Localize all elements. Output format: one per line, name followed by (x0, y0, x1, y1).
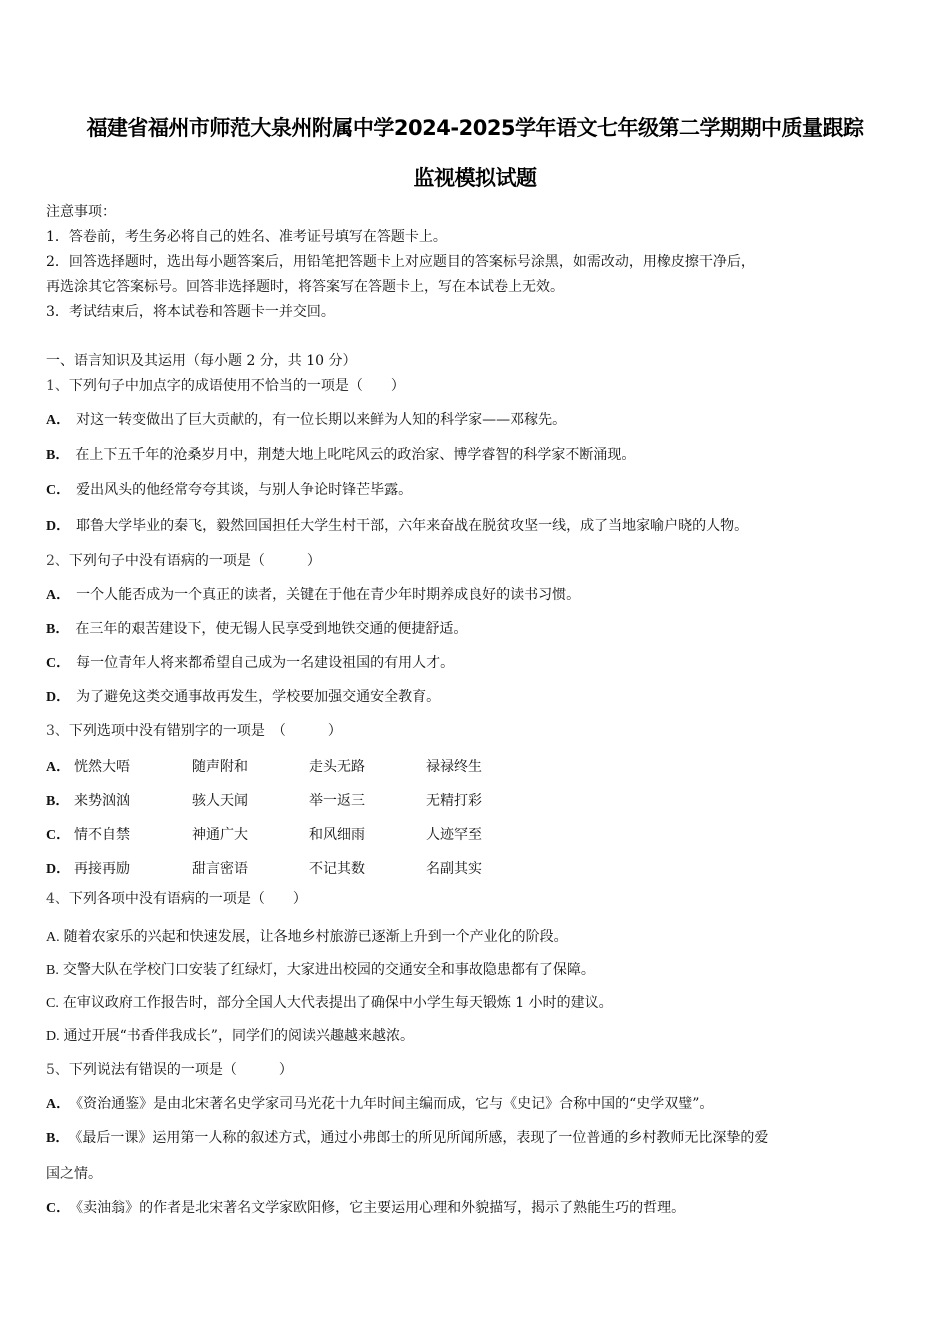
idiom: 随声附和 (192, 759, 248, 775)
question-stem (46, 890, 307, 908)
option-text: 《卖油翁》的作者是北宋著名文学家欧阳修，它主要运用心理和外貌描写，揭示了熟能生巧的哲理。 (76, 1200, 686, 1216)
option-label: A. (46, 930, 60, 945)
idiom: 情不自禁 (74, 827, 130, 843)
document-title-line-2: 监视模拟试题 (413, 166, 537, 190)
option-label: B． (46, 448, 70, 463)
question-stem (46, 1061, 293, 1079)
option-label: D. (46, 1029, 60, 1044)
option-label: B． (46, 1131, 70, 1146)
option-label: B． (46, 794, 70, 809)
question-stem (46, 377, 405, 395)
option-text: 在上下五千年的沧桑岁月中，荆楚大地上叱咤风云的政治家、博学睿智的科学家不断涌现。 (75, 447, 636, 463)
idiom: 甜言密语 (192, 861, 248, 877)
option-d[interactable] (46, 517, 748, 536)
option-label: C． (46, 1201, 71, 1216)
option-label: B. (46, 963, 59, 978)
option-c[interactable] (46, 1199, 685, 1218)
option-label: D． (46, 862, 71, 877)
option-b[interactable] (46, 961, 595, 980)
idiom: 骇人天闻 (192, 793, 248, 809)
section-heading: 一、语言知识及其运用（每小题 2 分，共 10 分） (46, 353, 357, 369)
question-text: 下列句子中没有语病的一项是（ ） (68, 553, 321, 569)
option-label: A． (46, 413, 71, 428)
question-number: 5、 (46, 1062, 69, 1078)
idiom: 人迹罕至 (426, 827, 482, 843)
option-label: A． (46, 588, 71, 603)
option-text: 对这一转变做出了巨大贡献的，有一位长期以来鲜为人知的科学家——邓稼先。 (76, 412, 567, 428)
question-number: 3、 (46, 723, 69, 739)
option-text: 每一位青年人将来都希望自己成为一名建设祖国的有用人才。 (76, 655, 455, 671)
option-c[interactable] (46, 481, 412, 500)
idiom: 再接再励 (74, 861, 130, 877)
option-text: 在审议政府工作报告时，部分全国人大代表提出了确保中小学生每天锻炼 1 小时的建议。 (62, 995, 613, 1011)
option-text: 随着农家乐的兴起和快速发展，让各地乡村旅游已逐渐上升到一个产业化的阶段。 (63, 929, 568, 945)
option-a[interactable] (46, 411, 566, 430)
idiom: 无精打彩 (426, 793, 482, 809)
option-a[interactable] (46, 928, 568, 947)
document-title-line-1: 福建省福州市师范大泉州附属中学2024-2025学年语文七年级第二学期期中质量跟踪 (86, 116, 864, 140)
option-b[interactable] (46, 446, 635, 465)
option-d[interactable] (46, 688, 440, 707)
idiom: 来势汹汹 (74, 793, 130, 809)
option-label: D． (46, 690, 71, 705)
option-text: 《资治通鉴》是由北宋著名史学家司马光花十九年时间主编而成，它与《史记》合称中国的“史学双璧”。 (76, 1096, 714, 1112)
option-c[interactable] (46, 994, 613, 1013)
option-b[interactable] (46, 1129, 768, 1148)
option-label: D． (46, 519, 71, 534)
question-number: 1、 (46, 378, 69, 394)
option-text: 通过开展“书香伴我成长”，同学们的阅读兴趣越来越浓。 (63, 1028, 414, 1044)
question-text: 下列句子中加点字的成语使用不恰当的一项是（ ） (68, 378, 405, 394)
option-text: 爱出风头的他经常夸夸其谈，与别人争论时锋芒毕露。 (76, 482, 413, 498)
notice-item-2: 2．回答选择题时，选出每小题答案后，用铅笔把答题卡上对应题目的答案标号涂黑，如需改动，用橡皮擦干净后， (46, 254, 755, 270)
option-label: C． (46, 656, 71, 671)
notice-item-3: 3．考试结束后，将本试卷和答题卡一并交回。 (46, 304, 335, 320)
option-a[interactable] (46, 586, 580, 605)
idiom: 神通广大 (192, 827, 248, 843)
option-label: C. (46, 996, 59, 1011)
notice-item-2-cont: 再选涂其它答案标号。回答非选择题时，将答案写在答题卡上，写在本试卷上无效。 (46, 279, 564, 295)
option-text: 交警大队在学校门口安装了红绿灯，大家进出校园的交通安全和事故隐患都有了保障。 (62, 962, 595, 978)
option-label: A． (46, 760, 71, 775)
option-text: 耶鲁大学毕业的秦飞，毅然回国担任大学生村干部，六年来奋战在脱贫攻坚一线，成了当地家喻户晓的人物。 (76, 518, 749, 534)
option-label: C． (46, 828, 71, 843)
option-text: 为了避免这类交通事故再发生，学校要加强交通安全教育。 (76, 689, 441, 705)
option-d[interactable] (46, 1027, 414, 1046)
idiom: 名副其实 (426, 861, 482, 877)
idiom: 走头无路 (309, 759, 365, 775)
option-b[interactable] (46, 620, 467, 639)
option-label: C． (46, 483, 71, 498)
option-c[interactable] (46, 654, 454, 673)
option-label: A． (46, 1097, 71, 1112)
question-number: 2、 (46, 553, 69, 569)
option-label: B． (46, 622, 70, 637)
question-stem (46, 722, 342, 740)
option-a[interactable] (46, 1095, 713, 1114)
notice-heading: 注意事项： (46, 204, 116, 220)
idiom: 恍然大唔 (74, 759, 130, 775)
question-stem (46, 552, 321, 570)
question-text: 下列选项中没有错别字的一项是 （ ） (68, 723, 342, 739)
option-b-cont: 国之情。 (46, 1166, 102, 1182)
option-text: 《最后一课》运用第一人称的叙述方式，通过小弗郎士的所见所闻所感，表现了一位普通的乡村教师无比深挚的爱 (75, 1130, 769, 1146)
option-text: 一个人能否成为一个真正的读者，关键在于他在青少年时期养成良好的读书习惯。 (76, 587, 581, 603)
idiom: 和风细雨 (309, 827, 365, 843)
option-text: 在三年的艰苦建设下，使无锡人民享受到地铁交通的便捷舒适。 (75, 621, 468, 637)
notice-item-1: 1．答卷前，考生务必将自己的姓名、准考证号填写在答题卡上。 (46, 229, 447, 245)
question-text: 下列各项中没有语病的一项是（ ） (68, 891, 307, 907)
idiom: 举一返三 (309, 793, 365, 809)
idiom: 不记其数 (309, 861, 365, 877)
question-text: 下列说法有错误的一项是（ ） (68, 1062, 293, 1078)
idiom: 禄禄终生 (426, 759, 482, 775)
question-number: 4、 (46, 891, 69, 907)
